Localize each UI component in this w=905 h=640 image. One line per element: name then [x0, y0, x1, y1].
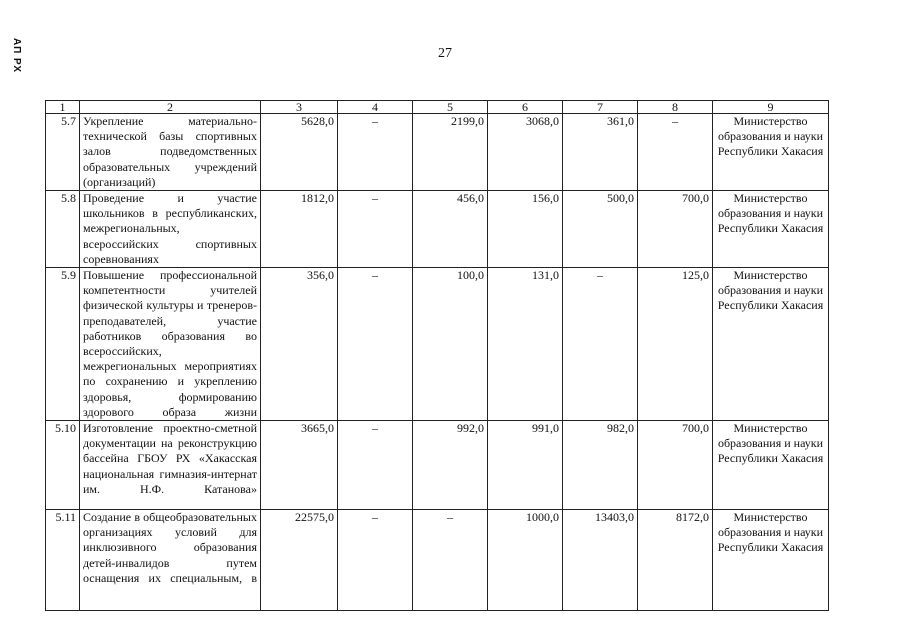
value-col8: 8172,0 — [638, 510, 713, 611]
row-number: 5.7 — [46, 114, 80, 191]
measure-text: Повышение профессиональной компетентности учителей физической культуры и тренеров-преподавателей, участие работников образования во всероссийских, межрегиональных мероприятиях по сохранению и укреплению здоровья, формированию здорового образа жизни — [80, 268, 261, 421]
header-cell: 3 — [261, 101, 338, 114]
table-row — [46, 191, 829, 268]
measure-text: Укрепление материально-технической базы спортивных залов подведомственных образовательных учреждений (организаций) — [80, 114, 261, 191]
value-col6: 131,0 — [488, 268, 563, 421]
header-cell: 6 — [488, 101, 563, 114]
row-number: 5.8 — [46, 191, 80, 268]
value-col8: – — [638, 114, 713, 191]
row-number: 5.9 — [46, 268, 80, 421]
header-cell: 2 — [80, 101, 261, 114]
responsible-org: Министерство образования и науки Республики Хакасия — [713, 191, 829, 268]
value-col4: – — [338, 191, 413, 268]
value-col6: 1000,0 — [488, 510, 563, 611]
header-row — [46, 101, 829, 114]
responsible-org: Министерство образования и науки Республики Хакасия — [713, 510, 829, 611]
value-col4: – — [338, 114, 413, 191]
value-col6: 156,0 — [488, 191, 563, 268]
value-col6: 991,0 — [488, 421, 563, 510]
value-col7: 500,0 — [563, 191, 638, 268]
value-col5: 992,0 — [413, 421, 488, 510]
value-col5: 100,0 — [413, 268, 488, 421]
value-col5: – — [413, 510, 488, 611]
header-cell: 5 — [413, 101, 488, 114]
value-col8: 700,0 — [638, 421, 713, 510]
measure-text: Проведение и участие школьников в республиканских, межрегиональных, всероссийских спортивных соревнованиях — [80, 191, 261, 268]
total-value: 1812,0 — [261, 191, 338, 268]
table-row — [46, 510, 829, 611]
measure-text: Изготовление проектно-сметной документации на реконструкцию бассейна ГБОУ РХ «Хакасская национальная гимназия-интернат им. Н.Ф. Катанова» — [80, 421, 261, 510]
row-number: 5.11 — [46, 510, 80, 611]
row-number: 5.10 — [46, 421, 80, 510]
header-cell: 1 — [46, 101, 80, 114]
value-col4: – — [338, 268, 413, 421]
value-col7: 361,0 — [563, 114, 638, 191]
header-cell: 7 — [563, 101, 638, 114]
total-value: 3665,0 — [261, 421, 338, 510]
measure-text: Создание в общеобразовательных организациях условий для инклюзивного образования детей-инвалидов путем оснащения их специальным, в — [80, 510, 261, 611]
total-value: 22575,0 — [261, 510, 338, 611]
total-value: 356,0 — [261, 268, 338, 421]
value-col4: – — [338, 510, 413, 611]
page-number: 27 — [438, 46, 452, 61]
value-col7: 982,0 — [563, 421, 638, 510]
value-col5: 2199,0 — [413, 114, 488, 191]
side-label: АП РХ — [11, 38, 22, 74]
header-cell: 9 — [713, 101, 829, 114]
header-cell: 4 — [338, 101, 413, 114]
header-cell: 8 — [638, 101, 713, 114]
table-row — [46, 421, 829, 510]
responsible-org: Министерство образования и науки Республики Хакасия — [713, 114, 829, 191]
responsible-org: Министерство образования и науки Республики Хакасия — [713, 268, 829, 421]
value-col5: 456,0 — [413, 191, 488, 268]
table-row — [46, 114, 829, 191]
value-col7: 13403,0 — [563, 510, 638, 611]
value-col6: 3068,0 — [488, 114, 563, 191]
value-col4: – — [338, 421, 413, 510]
value-col8: 125,0 — [638, 268, 713, 421]
value-col8: 700,0 — [638, 191, 713, 268]
responsible-org: Министерство образования и науки Республики Хакасия — [713, 421, 829, 510]
table-row — [46, 268, 829, 421]
program-table — [45, 100, 829, 611]
value-col7: – — [563, 268, 638, 421]
total-value: 5628,0 — [261, 114, 338, 191]
